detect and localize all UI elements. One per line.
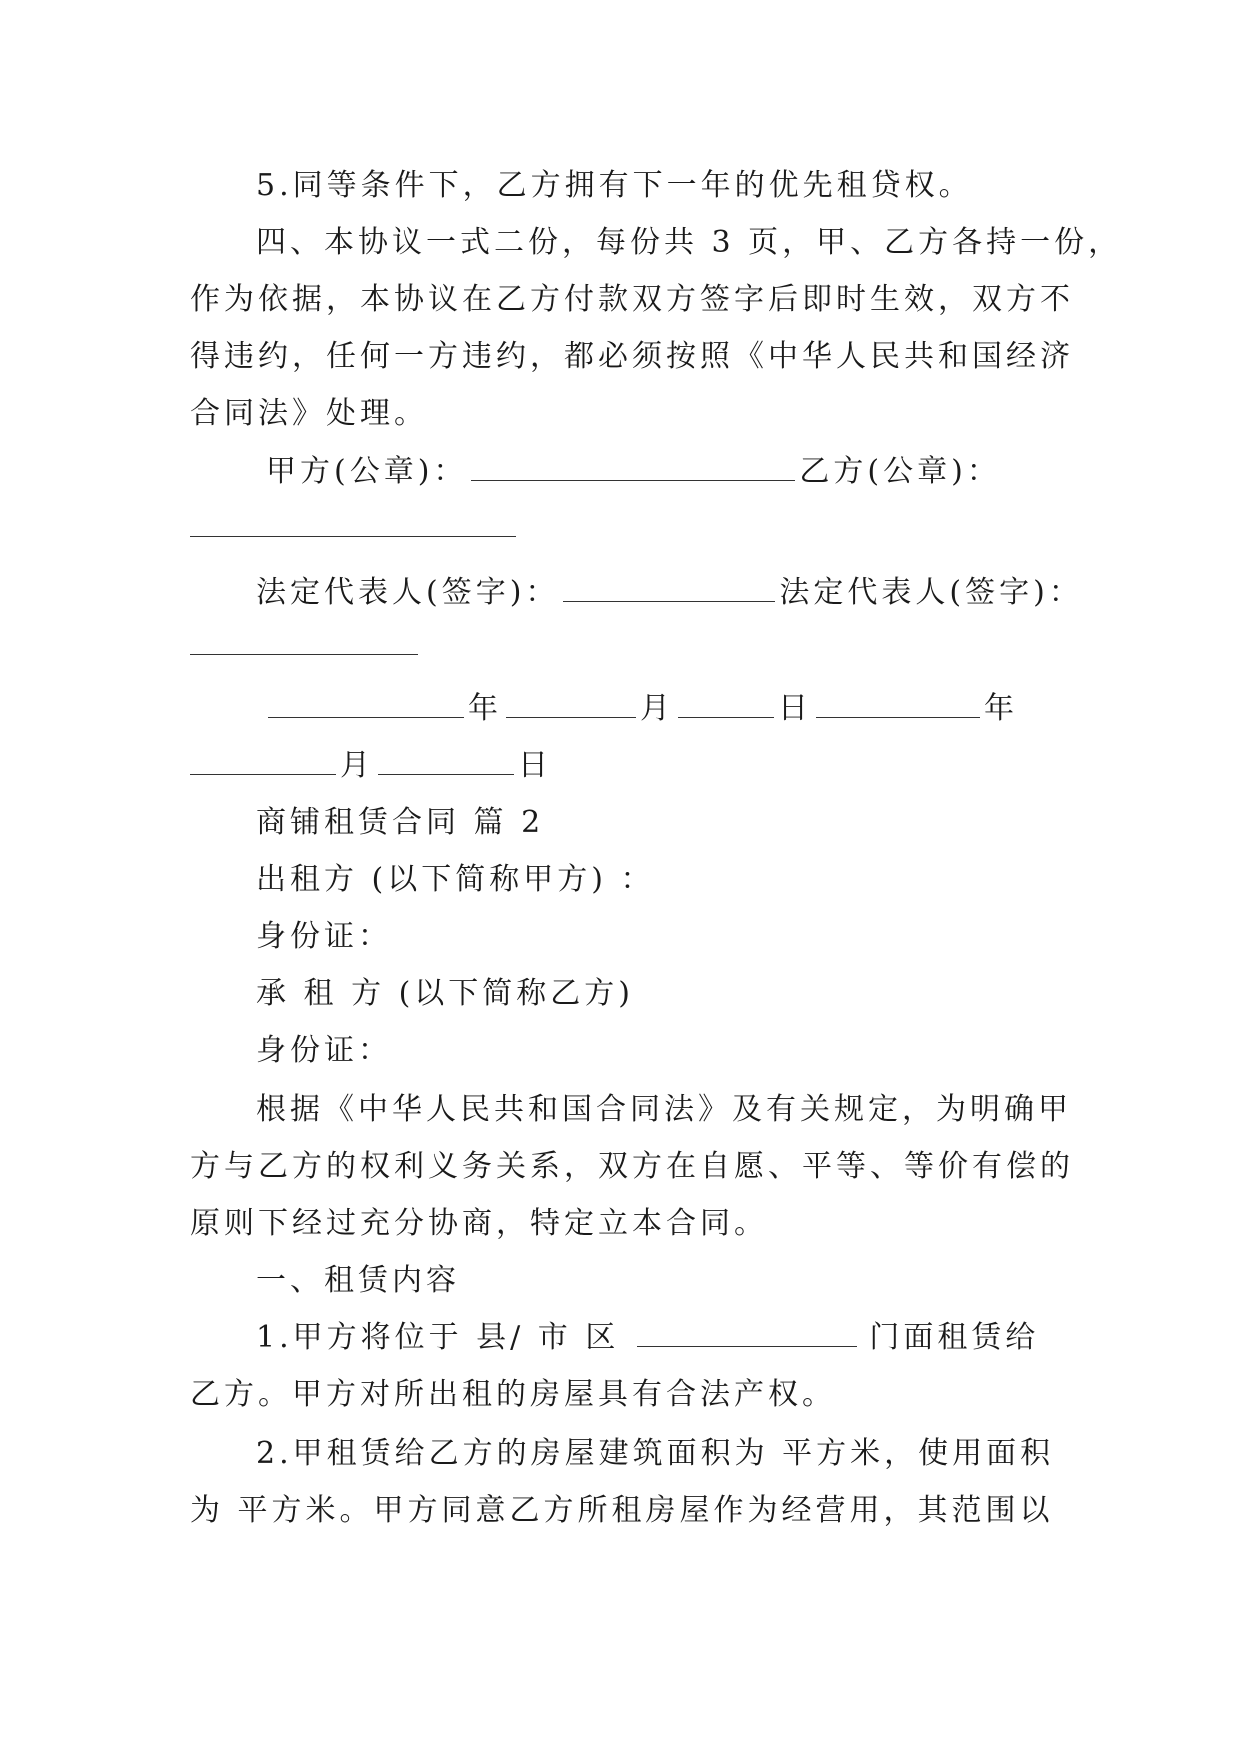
section-4-line-3: 得违约，任何一方违约，都必须按照《中华人民共和国经济 (190, 339, 1074, 374)
preamble-line-3: 原则下经过充分协商，特定立本合同。 (190, 1206, 768, 1241)
clause-1-lease-text: 门面租赁给 (869, 1320, 1040, 1355)
party-a-seal-label: 甲方(公章)： (266, 454, 468, 489)
party-a-seal-blank (471, 454, 795, 481)
party-a-month-blank (506, 691, 636, 718)
section-1-heading: 一、租赁内容 (256, 1263, 460, 1298)
year-label-b: 年 (984, 691, 1018, 726)
party-b-day-blank (378, 748, 514, 775)
clause-1-location-text: 1.甲方将位于 县/ 市 区 (256, 1320, 620, 1355)
lessee-line: 承 租 方 (以下简称乙方) (256, 976, 635, 1011)
year-label-a: 年 (468, 691, 502, 726)
clause-2-line-1: 2.甲租赁给乙方的房屋建筑面积为 平方米，使用面积 (256, 1436, 1055, 1471)
signature-line-seal (266, 454, 1001, 490)
month-label-b: 月 (340, 748, 374, 783)
party-b-seal-blank-line (190, 510, 516, 546)
date-line-1 (268, 691, 1018, 727)
section-4-line-2: 作为依据，本协议在乙方付款双方签字后即时生效，双方不 (190, 282, 1074, 317)
location-blank (637, 1320, 857, 1347)
party-b-month-blank (190, 748, 336, 775)
date-line-2 (190, 748, 552, 784)
party-a-year-blank (268, 691, 464, 718)
month-label-a: 月 (640, 691, 674, 726)
party-b-seal-label: 乙方(公章)： (799, 454, 1001, 489)
clause-1-line-2: 乙方。甲方对所出租的房屋具有合法产权。 (190, 1377, 836, 1412)
day-label-b: 日 (518, 748, 552, 783)
party-a-rep-blank (563, 575, 775, 602)
party-b-seal-blank (190, 510, 516, 537)
lessor-id-line: 身份证： (256, 919, 392, 954)
clause-2-line-2: 为 平方米。甲方同意乙方所租房屋作为经营用，其范围以 (190, 1493, 1054, 1528)
party-b-rep-label: 法定代表人(签字)： (779, 575, 1083, 610)
preamble-line-2: 方与乙方的权利义务关系，双方在自愿、平等、等价有偿的 (190, 1149, 1074, 1184)
clause-5: 5.同等条件下，乙方拥有下一年的优先租贷权。 (256, 168, 973, 203)
party-b-year-blank (816, 691, 980, 718)
party-b-rep-blank (190, 628, 418, 655)
contract-title: 商铺租赁合同 篇 2 (256, 805, 545, 840)
signature-line-rep (256, 575, 1083, 611)
party-a-day-blank (678, 691, 774, 718)
day-label-a: 日 (778, 691, 812, 726)
party-b-rep-blank-line (190, 628, 418, 664)
lessor-line: 出租方 (以下简称甲方) ： (256, 862, 655, 897)
clause-1-line-1 (256, 1320, 1039, 1356)
section-4-line-4: 合同法》处理。 (190, 396, 428, 431)
party-a-rep-label: 法定代表人(签字)： (256, 575, 560, 610)
section-4-line-1: 四、本协议一式二份，每份共 3 页，甲、乙方各持一份， (256, 225, 1123, 260)
preamble-line-1: 根据《中华人民共和国合同法》及有关规定，为明确甲 (256, 1092, 1072, 1127)
lessee-id-line: 身份证： (256, 1033, 392, 1068)
